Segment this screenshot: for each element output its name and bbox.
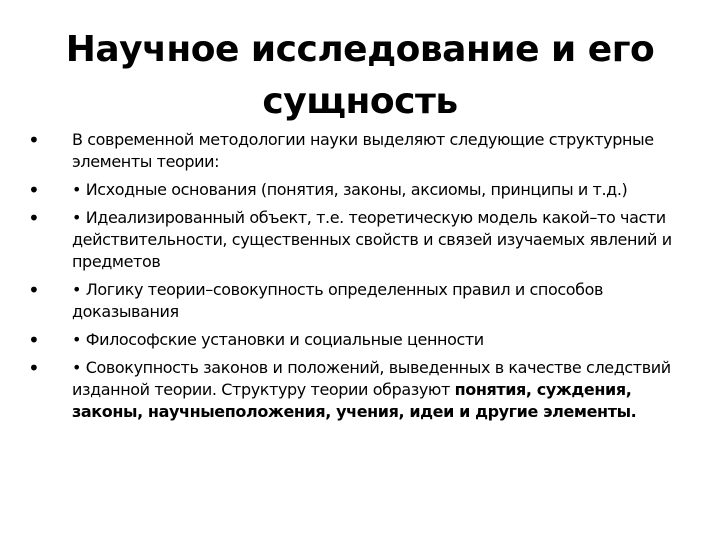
list-item-text: В современной методологии науки выделяют следующие структурные элементы теории:: [72, 130, 654, 171]
list-item: [28, 279, 694, 323]
bullet-list: [28, 129, 694, 429]
list-item-text: • Философские установки и социальные ценности: [72, 330, 484, 349]
bullet-icon: •: [28, 178, 40, 202]
list-item: [28, 179, 694, 201]
list-item: [28, 129, 694, 173]
list-item-bold-text: понятия, суждения, законы, научныеположения, учения, идеи и другие элементы.: [72, 380, 637, 421]
list-item-text: • Идеализированный объект, т.е. теоретическую модель какой–то части действительности, существенных свойств и связей изучаемых явлений и предметов: [72, 208, 672, 271]
list-item-text: • Совокупность законов и положений, выведенных в качестве следствий изданной теории. Структуру теории образуют: [72, 358, 671, 399]
list-item-text: • Логику теории–совокупность определенных правил и способов доказывания: [72, 280, 604, 321]
list-item-text: • Исходные основания (понятия, законы, аксиомы, принципы и т.д.): [72, 180, 628, 199]
slide-title: Научное исследование и его сущность: [65, 29, 655, 122]
list-item: [28, 207, 694, 273]
bullet-icon: •: [28, 278, 40, 302]
bullet-icon: •: [28, 128, 40, 152]
list-item: [28, 329, 694, 351]
bullet-icon: •: [28, 356, 40, 380]
bullet-icon: •: [28, 206, 40, 230]
bullet-icon: •: [28, 328, 40, 352]
list-item: [28, 357, 694, 423]
